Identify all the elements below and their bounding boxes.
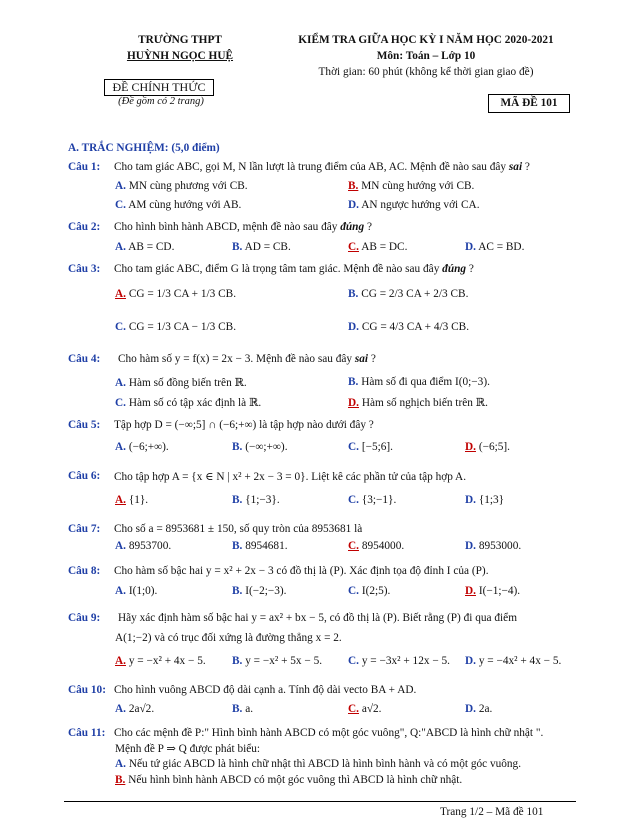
question-stem: Cho hình vuông ABCD độ dài cạnh a. Tính độ dài vecto BA + AD. (114, 684, 417, 696)
footer-divider (64, 801, 576, 802)
question-label: Câu 5: (68, 419, 101, 431)
question-stem-continued: Mệnh đề P ⇒ Q được phát biểu: (115, 743, 261, 755)
pages-note: (Đề gồm có 2 trang) (118, 96, 204, 107)
answer-option[interactable]: C. {3;−1}. (348, 494, 397, 506)
question-label: Câu 3: (68, 263, 101, 275)
question-label: Câu 10: (68, 684, 106, 696)
answer-option[interactable]: B. Nếu hình bình hành ABCD có một góc vuông thì ABCD là hình chữ nhật. (115, 774, 463, 786)
question-label: Câu 9: (68, 612, 101, 624)
answer-option[interactable]: B. I(−2;−3). (232, 585, 287, 597)
question-5 (68, 419, 374, 431)
question-label: Câu 1: (68, 161, 101, 173)
question-9 (68, 612, 517, 624)
answer-option[interactable]: B. Hàm số đi qua điểm I(0;−3). (348, 376, 490, 388)
answer-option[interactable]: C. I(2;5). (348, 585, 391, 597)
answer-option[interactable]: D. y = −4x² + 4x − 5. (465, 655, 562, 667)
question-label: Câu 8: (68, 565, 101, 577)
answer-option[interactable]: C. AM cùng hướng với AB. (115, 199, 242, 211)
answer-option[interactable]: A. Hàm số đồng biến trên ℝ. (115, 377, 247, 389)
question-label: Câu 7: (68, 523, 101, 535)
answer-option[interactable]: C. y = −3x² + 12x − 5. (348, 655, 450, 667)
question-7 (68, 523, 363, 535)
answer-option[interactable]: C. AB = DC. (348, 241, 408, 253)
question-stem: Cho số a = 8953681 ± 150, số quy tròn của 8953681 là (114, 523, 363, 535)
question-stem-continued: A(1;−2) và có trục đối xứng là đường thẳng x = 2. (115, 632, 342, 644)
answer-option[interactable]: A. {1}. (115, 494, 149, 506)
answer-option[interactable]: B. AD = CB. (232, 241, 291, 253)
answer-option[interactable]: C. [−5;6]. (348, 441, 393, 453)
question-8 (68, 565, 489, 577)
question-stem: Cho hình bình hành ABCD, mệnh đề nào sau đây đúng ? (114, 221, 372, 233)
answer-option[interactable]: D. {1;3} (465, 494, 505, 506)
answer-option[interactable]: B. (−∞;+∞). (232, 441, 288, 453)
answer-option[interactable]: B. {1;−3}. (232, 494, 280, 506)
answer-option[interactable]: A. I(1;0). (115, 585, 158, 597)
answer-option[interactable]: A. AB = CD. (115, 241, 175, 253)
question-3 (68, 263, 474, 275)
answer-option[interactable]: B. CG = 2/3 CA + 2/3 CB. (348, 288, 469, 300)
answer-option[interactable]: C. 8954000. (348, 540, 405, 552)
answer-option[interactable]: B. a. (232, 703, 254, 715)
school-name-line2: HUỲNH NGỌC HUỆ (126, 50, 234, 62)
question-2 (68, 221, 372, 233)
official-label: ĐỀ CHÍNH THỨC (104, 79, 214, 96)
question-1 (68, 161, 530, 173)
exam-code-box: MÃ ĐỀ 101 (488, 94, 570, 113)
question-stem: Hãy xác định hàm số bậc hai y = ax² + bx − 5, có đồ thị là (P). Biết rằng (P) đi qua điểm (118, 612, 517, 624)
answer-option[interactable]: A. 8953700. (115, 540, 172, 552)
answer-option[interactable]: D. Hàm số nghịch biến trên ℝ. (348, 397, 488, 409)
answer-option[interactable]: C. Hàm số có tập xác định là ℝ. (115, 397, 262, 409)
answer-option[interactable]: D. 8953000. (465, 540, 522, 552)
exam-time: Thời gian: 60 phút (không kể thời gian giao đề) (318, 66, 534, 78)
question-stem: Cho hàm số bậc hai y = x² + 2x − 3 có đồ thị là (P). Xác định tọa độ đỉnh I của (P). (114, 565, 489, 577)
answer-option[interactable]: B. y = −x² + 5x − 5. (232, 655, 323, 667)
question-stem: Cho tam giác ABC, điểm G là trọng tâm tam giác. Mệnh đề nào sau đây đúng ? (114, 263, 474, 275)
question-label: Câu 2: (68, 221, 101, 233)
answer-option[interactable]: D. 2a. (465, 703, 493, 715)
answer-option[interactable]: C. a√2. (348, 703, 382, 715)
question-label: Câu 11: (68, 727, 106, 739)
question-6 (68, 470, 467, 483)
exam-title: KIỂM TRA GIỮA HỌC KỲ I NĂM HỌC 2020-2021 (298, 34, 554, 46)
answer-option[interactable]: A. Nếu tứ giác ABCD là hình chữ nhật thì ABCD là hình bình hành và có một góc vuông. (115, 758, 522, 770)
answer-option[interactable]: B. MN cùng hướng với CB. (348, 180, 475, 192)
exam-subject: Môn: Toán – Lớp 10 (376, 50, 476, 62)
question-10 (68, 684, 417, 696)
answer-option[interactable]: A. MN cùng phương với CB. (115, 180, 248, 192)
school-name-line1: TRƯỜNG THPT (138, 34, 222, 46)
answer-option[interactable]: D. CG = 4/3 CA + 4/3 CB. (348, 321, 470, 333)
answer-option[interactable]: D. I(−1;−4). (465, 585, 521, 597)
answer-option[interactable]: A. (−6;+∞). (115, 441, 169, 453)
question-label: Câu 4: (68, 353, 101, 365)
answer-option[interactable]: A. y = −x² + 4x − 5. (115, 655, 206, 667)
question-stem: Cho hàm số y = f(x) = 2x − 3. Mệnh đề nào sau đây sai ? (118, 353, 376, 365)
question-stem: Tập hợp D = (−∞;5] ∩ (−6;+∞) là tập hợp nào dưới đây ? (114, 419, 374, 431)
answer-option[interactable]: D. AC = BD. (465, 241, 525, 253)
answer-option[interactable]: B. 8954681. (232, 540, 288, 552)
answer-option[interactable]: A. CG = 1/3 CA + 1/3 CB. (115, 288, 237, 300)
question-stem: Cho các mệnh đề P:" Hình bình hành ABCD có một góc vuông", Q:"ABCD là hình chữ nhật ". (114, 727, 544, 739)
question-label: Câu 6: (68, 470, 101, 482)
question-stem: Cho tập hợp A = {x ∈ N | x² + 2x − 3 = 0}. Liệt kê các phần tử của tập hợp A. (114, 471, 467, 483)
question-stem: Cho tam giác ABC, gọi M, N lần lượt là trung điểm của AB, AC. Mệnh đề nào sau đây sai ? (114, 161, 530, 173)
page-footer: Trang 1/2 – Mã đề 101 (440, 806, 544, 818)
answer-option[interactable]: A. 2a√2. (115, 703, 155, 715)
section-title: A. TRẮC NGHIỆM: (5,0 điểm) (68, 142, 220, 154)
answer-option[interactable]: C. CG = 1/3 CA − 1/3 CB. (115, 321, 237, 333)
answer-option[interactable]: D. AN ngược hướng với CA. (348, 199, 480, 211)
question-11 (68, 727, 544, 739)
question-4 (68, 353, 376, 365)
answer-option[interactable]: D. (−6;5]. (465, 441, 510, 453)
